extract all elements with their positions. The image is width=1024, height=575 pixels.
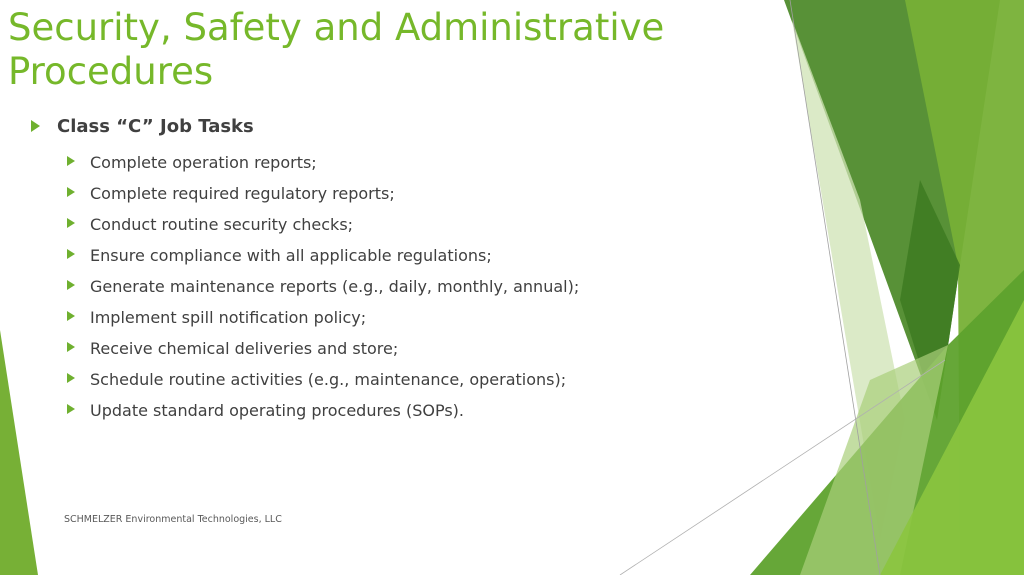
triangle-right-icon — [67, 342, 75, 352]
list-item-text: Schedule routine activities (e.g., maintenance, operations); — [90, 370, 567, 389]
triangle-right-icon — [31, 120, 40, 132]
triangle-right-icon — [67, 156, 75, 166]
triangle-right-icon — [67, 218, 75, 228]
list-item-text: Update standard operating procedures (SOPs). — [90, 401, 464, 420]
list-item — [30, 395, 770, 426]
triangle-right-icon — [67, 249, 75, 259]
slide-title: Security, Safety and Administrative Procedures — [8, 6, 665, 93]
list-item — [30, 240, 770, 271]
triangle-right-icon — [67, 373, 75, 383]
list-item-text: Conduct routine security checks; — [90, 215, 354, 234]
task-list — [30, 113, 770, 426]
list-item — [30, 178, 770, 209]
section-heading — [30, 113, 770, 144]
list-item-text: Implement spill notification policy; — [90, 308, 367, 327]
list-item — [30, 364, 770, 395]
list-item-text: Ensure compliance with all applicable regulations; — [90, 246, 492, 265]
list-item-text: Receive chemical deliveries and store; — [90, 339, 399, 358]
triangle-right-icon — [67, 311, 75, 321]
list-item — [30, 271, 770, 302]
list-item-text: Generate maintenance reports (e.g., daily, monthly, annual); — [90, 277, 580, 296]
triangle-right-icon — [67, 187, 75, 197]
triangle-right-icon — [67, 280, 75, 290]
list-item-text: Complete required regulatory reports; — [90, 184, 395, 203]
list-item — [30, 302, 770, 333]
list-item — [30, 209, 770, 240]
list-item — [30, 147, 770, 178]
triangle-right-icon — [67, 404, 75, 414]
list-item — [30, 333, 770, 364]
slide-footer: SCHMELZER Environmental Technologies, LLC — [64, 514, 282, 525]
list-item-text: Complete operation reports; — [90, 153, 317, 172]
section-heading-text: Class “C” Job Tasks — [57, 116, 254, 137]
